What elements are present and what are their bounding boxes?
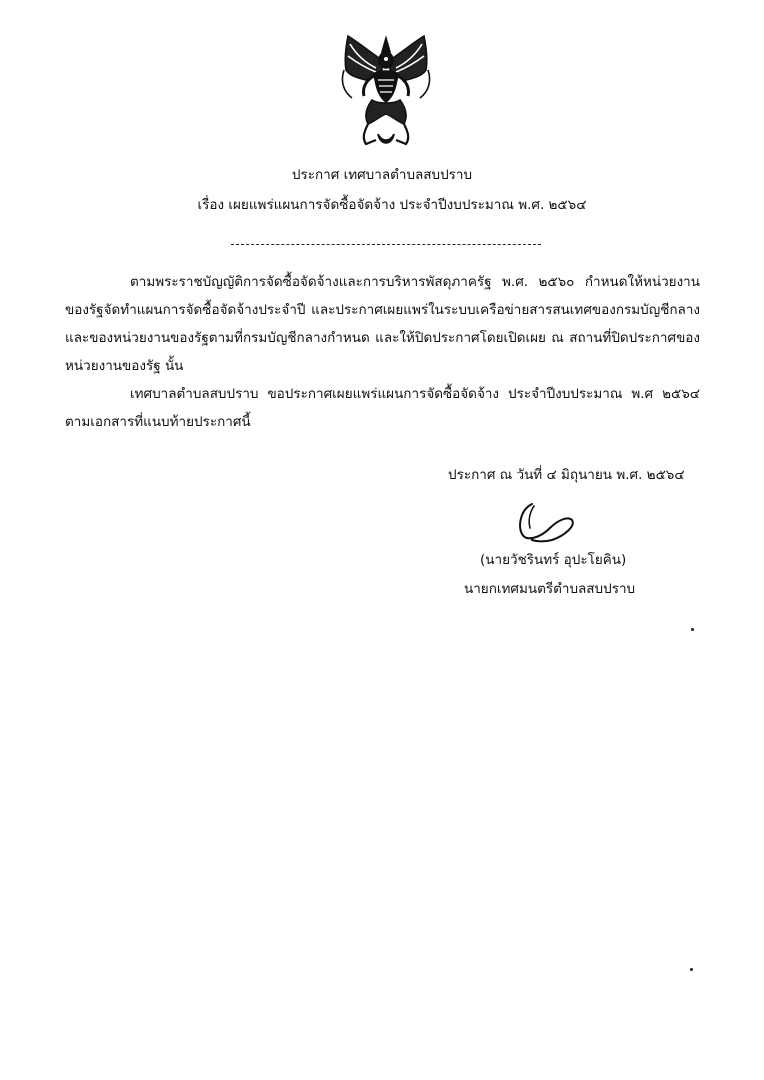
garuda-emblem-icon	[336, 30, 436, 152]
title-divider	[231, 244, 541, 245]
announcement-subject: เรื่อง เผยแพร่แผนการจัดซื้อจัดจ้าง ประจำปีงบประมาณ พ.ศ. ๒๕๖๔	[197, 197, 587, 213]
announcement-org-line: ประกาศ เทศบาลตำบลสบปราบ	[291, 167, 473, 183]
scan-speck	[691, 628, 694, 631]
body-paragraph-1: ตามพระราชบัญญัติการจัดซื้อจัดจ้างและการบริหารพัสดุภาครัฐ พ.ศ. ๒๕๖๐ กำหนดให้หน่วยงานของรัฐจัดทำแผนการจัดซื้อจัดจ้างประจำปี และประกาศเผยแพร่ในระบบเครือข่ายสารสนเทศของกรมบัญชีกลางและของหน่วยงานของรัฐตามที่กรมบัญชีกลางกำหนด และให้ปิดประกาศโดยเปิดเผย ณ สถานที่ปิดประกาศของหน่วยงานของรัฐ นั้น	[65, 274, 700, 374]
scan-speck	[690, 968, 693, 971]
signer-name: (นายวัชรินทร์ อุปะโยคิน)	[480, 552, 627, 568]
body-paragraph-2: เทศบาลตำบลสบปราบ ขอประกาศเผยแพร่แผนการจัดซื้อจัดจ้าง ประจำปีงบประมาณ พ.ศ ๒๕๖๔ ตามเอกสารที่แนบท้ายประกาศนี้	[65, 386, 700, 430]
signature-image	[512, 498, 582, 548]
signer-position: นายกเทศมนตรีตำบลสบปราบ	[464, 581, 636, 597]
announcement-date: ประกาศ ณ วันที่ ๔ มิถุนายน พ.ศ. ๒๕๖๔	[448, 467, 685, 483]
